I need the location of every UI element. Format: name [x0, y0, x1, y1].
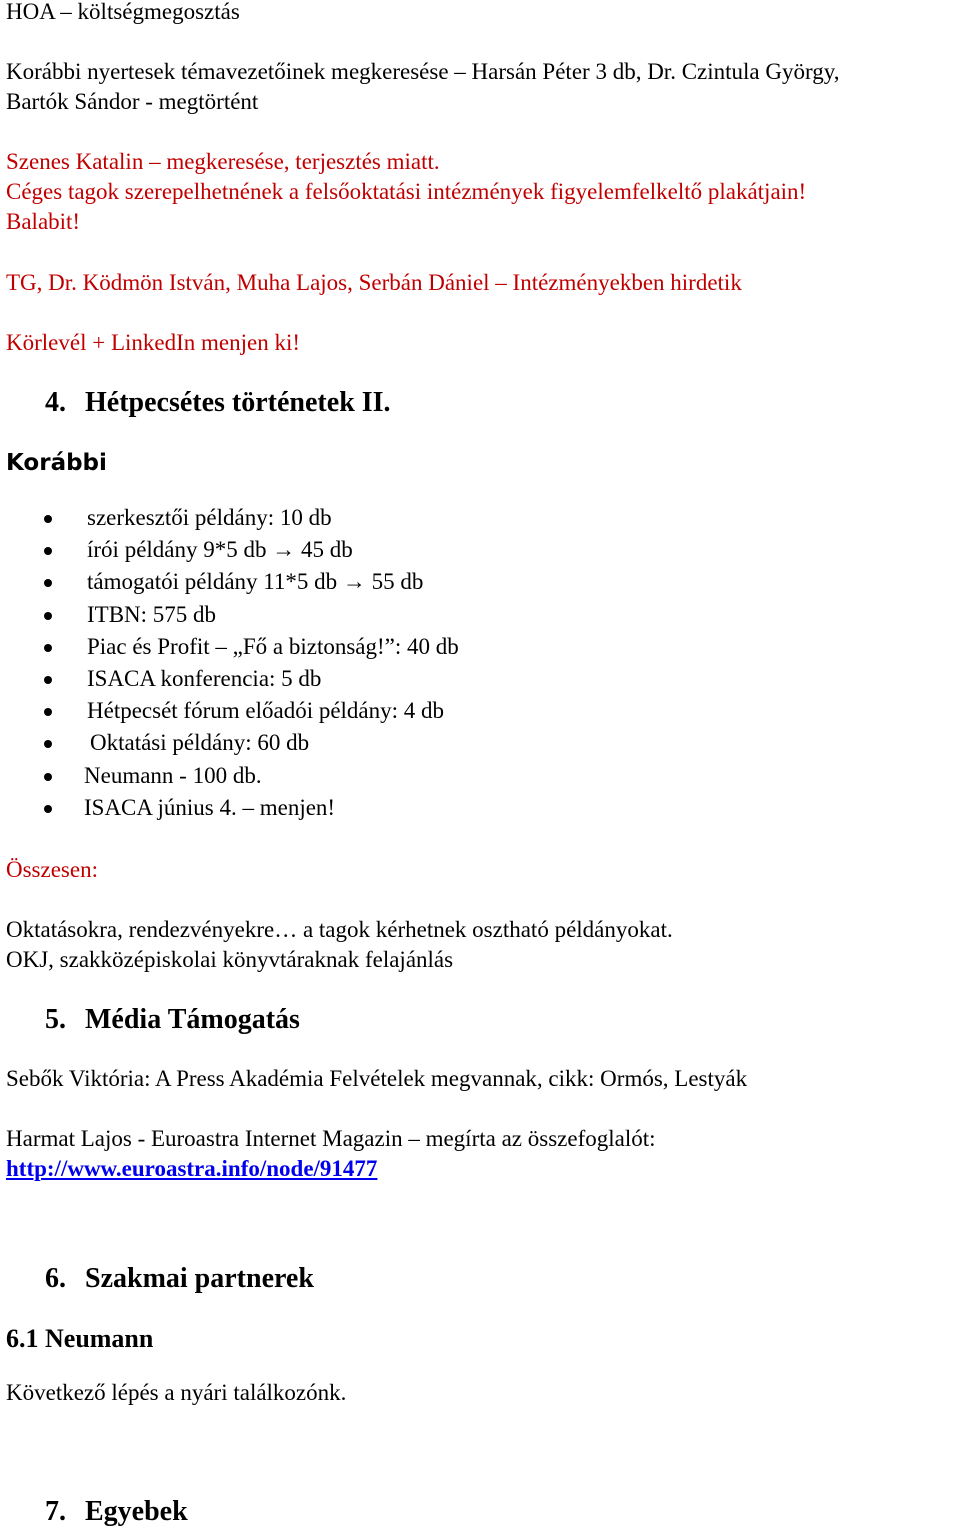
bullet-icon — [44, 579, 52, 587]
section-4-title: Hétpecsétes történetek II. — [85, 387, 391, 418]
bullet-icon — [44, 740, 52, 748]
previous-subheading: Korábbi — [6, 450, 107, 476]
bullet-icon — [44, 547, 52, 555]
section-6-title: Szakmai partnerek — [85, 1263, 314, 1294]
balabit-line: Balabit! — [6, 209, 81, 234]
tg-line: TG, Dr. Ködmön István, Muha Lajos, Serbán Dániel – Intézményekben hirdetik — [6, 270, 742, 295]
bullet-icon — [44, 676, 52, 684]
bullet-icon — [44, 708, 52, 716]
bullet-icon — [44, 805, 52, 813]
document-page: HOA – költségmegosztás Korábbi nyertesek témavezetőinek megkeresése – Harsán Péter 3 db, Dr. Czintula György, Bartók Sándor - megtörtént Szenes Katalin – megkeresése, terjesztés miatt. Céges tagok szerepelhetnének a felsőoktatási intézmények figyelemfelkeltő plakátjain! Balabit! TG, Dr. Ködmön István, Muha Lajos, Serbán Dániel – Intézményekben hirdetik Körlevél + LinkedIn menjen ki! 4. Hétpecsétes történetek II. Korábbi szerkesztői példány: 10 db írói példány 9*5 db → 45 db támogatói példány 11*5 db → 55 db ITBN: 575 db Piac és Profit – „Fő a biztonság!”: 40 db ISACA konferencia: 5 db Hétpecsét fórum előadói példány: 4 db Oktatási példány: 60 db Neumann - 100 db. ISACA június 4. – menjen! Összesen: Oktatásokra, rendezvényekre… a tagok kérhetnek osztható példányokat. OKJ, szakközépiskolai könyvtáraknak felajánlás 5. Média Támogatás Sebők Viktória: A Press Akadémia Felvételek megvannak, cikk: Ormós, Lestyák Harmat Lajos - Euroastra Internet Magazin – megírta az összefoglalót: http://www.euroastra.info/node/91477 6. Szakmai partnerek 6.1 Neumann Következő lépés a nyári találkozónk. 7. Egyebek — [0, 0, 960, 1532]
section-7-title: Egyebek — [85, 1496, 188, 1527]
section-4-heading — [45, 386, 391, 420]
bullet-icon — [44, 773, 52, 781]
previous-winners-line-cont: Bartók Sándor - megtörtént — [6, 89, 259, 114]
section-4-number: 4. — [45, 387, 66, 418]
hoa-line: HOA – költségmegosztás — [6, 0, 240, 24]
szenes-line: Szenes Katalin – megkeresése, terjesztés miatt. — [6, 149, 440, 174]
circular-line: Körlevél + LinkedIn menjen ki! — [6, 330, 300, 355]
bullet-icon — [44, 515, 52, 523]
section-5-heading — [45, 1003, 300, 1037]
euroastra-link[interactable]: http://www.euroastra.info/node/91477 — [6, 1156, 378, 1181]
trainings-note: Oktatásokra, rendezvényekre… a tagok kérhetnek osztható példányokat. — [6, 917, 673, 942]
harmat-line: Harmat Lajos - Euroastra Internet Magazin – megírta az összefoglalót: — [6, 1126, 656, 1151]
section-5-title: Média Támogatás — [85, 1004, 300, 1035]
libraries-note: OKJ, szakközépiskolai könyvtáraknak felajánlás — [6, 947, 454, 972]
total-label: Összesen: — [6, 857, 98, 882]
next-step-line: Következő lépés a nyári találkozónk. — [6, 1380, 347, 1405]
sebok-line: Sebők Viktória: A Press Akadémia Felvételek megvannak, cikk: Ormós, Lestyák — [6, 1066, 748, 1091]
section-5-number: 5. — [45, 1004, 66, 1035]
section-6-heading — [45, 1262, 314, 1296]
subsection-6-1-heading: 6.1 Neumann — [6, 1324, 154, 1353]
bullet-icon — [44, 612, 52, 620]
section-6-number: 6. — [45, 1263, 66, 1294]
previous-winners-line: Korábbi nyertesek témavezetőinek megkeresése – Harsán Péter 3 db, Dr. Czintula György, — [6, 59, 840, 84]
company-members-line: Céges tagok szerepelhetnének a felsőoktatási intézmények figyelemfelkeltő plakátjain! — [6, 179, 807, 204]
section-7-heading — [45, 1495, 188, 1529]
euroastra-link-line — [6, 1154, 377, 1184]
section-7-number: 7. — [45, 1496, 66, 1527]
bullet-icon — [44, 644, 52, 652]
